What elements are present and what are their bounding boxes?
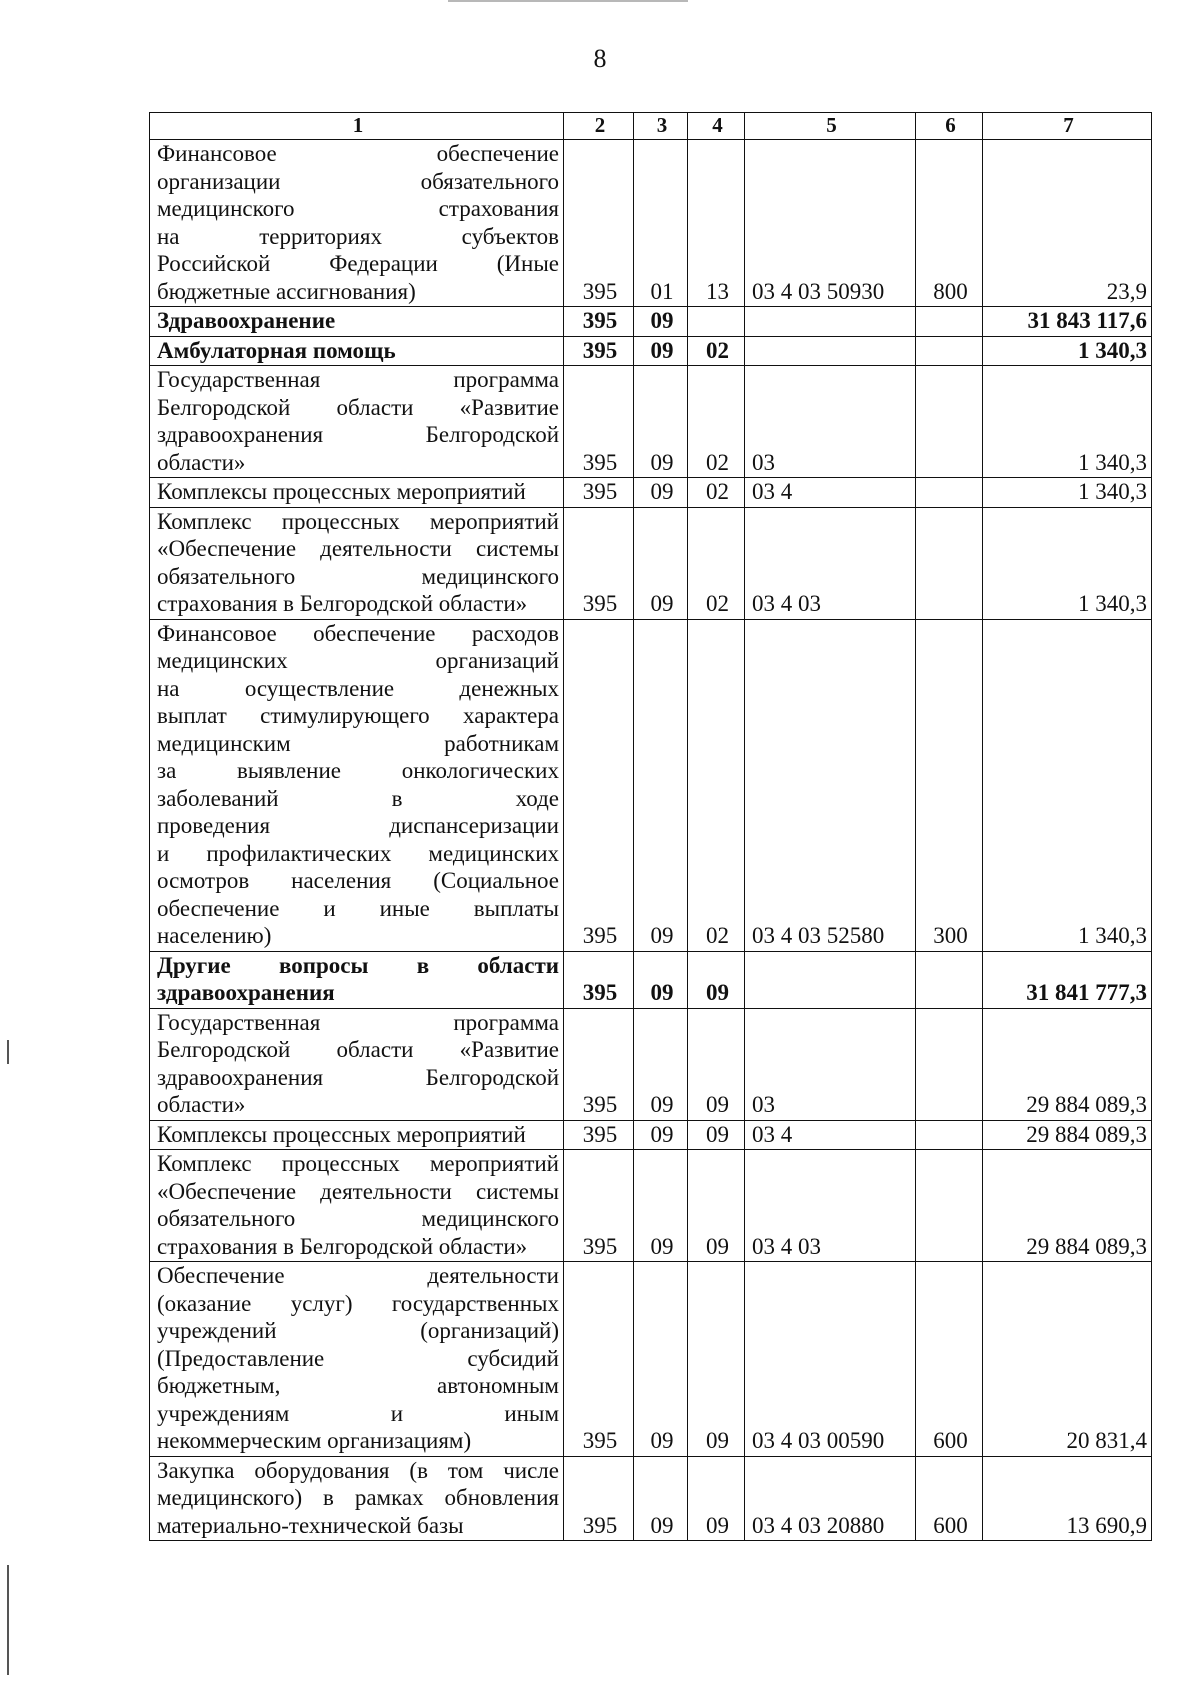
table-row xyxy=(150,619,1152,951)
target-article-cell: 03 4 xyxy=(745,478,916,508)
column-header: 2 xyxy=(564,113,634,140)
table-header-row xyxy=(150,113,1152,140)
section-code-cell: 09 xyxy=(634,1262,688,1457)
description-line: обязательного медицинского xyxy=(157,1206,559,1231)
description-line: Обеспечение деятельности xyxy=(157,1263,559,1288)
section-code-cell: 09 xyxy=(634,1456,688,1541)
amount-cell: 1 340,3 xyxy=(983,478,1152,508)
column-header: 1 xyxy=(150,113,564,140)
target-article-cell: 03 4 03 xyxy=(745,1150,916,1262)
amount-cell: 23,9 xyxy=(983,140,1152,307)
row-description xyxy=(150,1008,564,1120)
target-article-cell: 03 4 03 52580 xyxy=(745,619,916,951)
description-line: (Предоставление субсидий xyxy=(157,1345,559,1371)
subsection-code-cell: 02 xyxy=(688,507,745,619)
description-line: Государственная программа xyxy=(157,1009,559,1035)
subsection-code-cell: 09 xyxy=(688,1456,745,1541)
description-line: Другие вопросы в области xyxy=(157,952,559,978)
target-article-cell xyxy=(745,336,916,366)
target-article-cell: 03 4 03 00590 xyxy=(745,1262,916,1457)
table-row xyxy=(150,1262,1152,1457)
column-header: 7 xyxy=(983,113,1152,140)
description-line: «Обеспечение деятельности системы xyxy=(157,536,559,561)
page-number: 8 xyxy=(593,44,607,73)
amount-cell: 1 340,3 xyxy=(983,507,1152,619)
column-header: 6 xyxy=(916,113,983,140)
description-line: обеспечение и иные выплаты xyxy=(157,895,559,921)
table-row xyxy=(150,951,1152,1008)
description-line: (оказание услуг) государственных xyxy=(157,1290,559,1316)
description-line: на осуществление денежных xyxy=(157,675,559,701)
expense-type-cell: 300 xyxy=(916,619,983,951)
target-article-cell: 03 4 xyxy=(745,1120,916,1150)
table-row xyxy=(150,1120,1152,1150)
description-line: выплат стимулирующего характера xyxy=(157,703,559,728)
description-line: Финансовое обеспечение расходов xyxy=(157,620,559,646)
scan-margin-mark xyxy=(7,1565,9,1675)
amount-cell: 31 841 777,3 xyxy=(983,951,1152,1008)
row-description xyxy=(150,951,564,1008)
target-article-cell: 03 xyxy=(745,366,916,478)
expense-type-cell xyxy=(916,1120,983,1150)
description-line: медицинских организаций xyxy=(157,648,559,673)
expense-type-cell: 600 xyxy=(916,1262,983,1457)
target-article-cell: 03 xyxy=(745,1008,916,1120)
description-line: учреждениям и иным xyxy=(157,1400,559,1426)
row-description xyxy=(150,1150,564,1262)
subsection-code-cell: 02 xyxy=(688,366,745,478)
description-line: бюджетным, автономным xyxy=(157,1373,559,1398)
description-line: Комплексы процессных мероприятий xyxy=(157,1121,526,1147)
target-article-cell xyxy=(745,951,916,1008)
amount-cell: 31 843 117,6 xyxy=(983,307,1152,337)
description-line: проведения диспансеризации xyxy=(157,813,559,838)
subsection-code-cell: 13 xyxy=(688,140,745,307)
admin-code-cell: 395 xyxy=(564,619,634,951)
target-article-cell: 03 4 03 20880 xyxy=(745,1456,916,1541)
section-code-cell: 09 xyxy=(634,307,688,337)
table-row xyxy=(150,336,1152,366)
section-code-cell: 09 xyxy=(634,507,688,619)
target-article-cell: 03 4 03 50930 xyxy=(745,140,916,307)
expense-type-cell xyxy=(916,1150,983,1262)
admin-code-cell: 395 xyxy=(564,1262,634,1457)
description-line: Белгородской области «Развитие xyxy=(157,1037,559,1062)
description-line: страхования в Белгородской области» xyxy=(157,1233,528,1259)
description-line: Здравоохранение xyxy=(157,308,336,333)
target-article-cell: 03 4 03 xyxy=(745,507,916,619)
expense-type-cell xyxy=(916,951,983,1008)
column-header: 5 xyxy=(745,113,916,140)
description-line: Государственная программа xyxy=(157,367,559,392)
description-line: медицинского страхования xyxy=(157,196,559,221)
section-code-cell: 01 xyxy=(634,140,688,307)
admin-code-cell: 395 xyxy=(564,307,634,337)
amount-cell: 29 884 089,3 xyxy=(983,1008,1152,1120)
description-line: «Обеспечение деятельности системы xyxy=(157,1178,559,1204)
description-line: населению) xyxy=(157,923,272,948)
subsection-code-cell: 02 xyxy=(688,336,745,366)
expense-type-cell: 800 xyxy=(916,140,983,307)
row-description xyxy=(150,507,564,619)
admin-code-cell: 395 xyxy=(564,366,634,478)
description-line: здравоохранения xyxy=(157,980,335,1005)
description-line: медицинским работникам xyxy=(157,730,559,756)
expense-type-cell: 600 xyxy=(916,1456,983,1541)
description-line: здравоохранения Белгородской xyxy=(157,422,559,447)
expense-type-cell xyxy=(916,336,983,366)
section-code-cell: 09 xyxy=(634,1008,688,1120)
description-line: на территориях субъектов xyxy=(157,223,559,249)
admin-code-cell: 395 xyxy=(564,1008,634,1120)
column-header: 3 xyxy=(634,113,688,140)
column-header: 4 xyxy=(688,113,745,140)
admin-code-cell: 395 xyxy=(564,1150,634,1262)
table-row xyxy=(150,366,1152,478)
subsection-code-cell: 09 xyxy=(688,1150,745,1262)
row-description xyxy=(150,619,564,951)
subsection-code-cell: 02 xyxy=(688,478,745,508)
section-code-cell: 09 xyxy=(634,336,688,366)
row-description xyxy=(150,1120,564,1150)
admin-code-cell: 395 xyxy=(564,951,634,1008)
subsection-code-cell: 09 xyxy=(688,1262,745,1457)
row-description xyxy=(150,1262,564,1457)
expense-type-cell xyxy=(916,307,983,337)
expense-type-cell xyxy=(916,478,983,508)
description-line: Комплекс процессных мероприятий xyxy=(157,1151,559,1176)
section-code-cell: 09 xyxy=(634,1120,688,1150)
description-line: обязательного медицинского xyxy=(157,563,559,589)
admin-code-cell: 395 xyxy=(564,1120,634,1150)
description-line: материально-технической базы xyxy=(157,1512,464,1538)
description-line: здравоохранения Белгородской xyxy=(157,1064,559,1090)
table-row xyxy=(150,140,1152,307)
admin-code-cell: 395 xyxy=(564,336,634,366)
description-line: бюджетные ассигнования) xyxy=(157,278,416,304)
scan-artifact-line xyxy=(448,0,688,2)
admin-code-cell: 395 xyxy=(564,140,634,307)
table-row xyxy=(150,1456,1152,1541)
budget-table-body xyxy=(150,113,1152,1541)
description-line: осмотров населения (Социальное xyxy=(157,868,559,893)
description-line: Закупка оборудования (в том числе xyxy=(157,1457,559,1483)
description-line: учреждений (организаций) xyxy=(157,1318,559,1343)
amount-cell: 20 831,4 xyxy=(983,1262,1152,1457)
description-line: медицинского) в рамках обновления xyxy=(157,1485,559,1510)
section-code-cell: 09 xyxy=(634,478,688,508)
description-line: за выявление онкологических xyxy=(157,758,559,783)
row-description xyxy=(150,307,564,337)
description-line: организации обязательного xyxy=(157,168,559,194)
amount-cell: 1 340,3 xyxy=(983,366,1152,478)
expense-type-cell xyxy=(916,1008,983,1120)
description-line: Финансовое обеспечение xyxy=(157,141,559,166)
table-row xyxy=(150,307,1152,337)
row-description xyxy=(150,478,564,508)
section-code-cell: 09 xyxy=(634,1150,688,1262)
description-line: Комплексы процессных мероприятий xyxy=(157,479,526,504)
expense-type-cell xyxy=(916,366,983,478)
section-code-cell: 09 xyxy=(634,951,688,1008)
subsection-code-cell: 09 xyxy=(688,1120,745,1150)
scan-margin-mark xyxy=(7,1040,9,1064)
table-row xyxy=(150,478,1152,508)
amount-cell: 1 340,3 xyxy=(983,619,1152,951)
table-row xyxy=(150,507,1152,619)
description-line: и профилактических медицинских xyxy=(157,840,559,866)
subsection-code-cell: 09 xyxy=(688,951,745,1008)
description-line: Белгородской области «Развитие xyxy=(157,394,559,420)
description-line: Комплекс процессных мероприятий xyxy=(157,508,559,534)
description-line: некоммерческим организациям) xyxy=(157,1428,472,1453)
amount-cell: 1 340,3 xyxy=(983,336,1152,366)
description-line: области» xyxy=(157,1092,246,1117)
description-line: Российской Федерации (Иные xyxy=(157,251,559,276)
description-line: заболеваний в ходе xyxy=(157,785,559,811)
row-description xyxy=(150,336,564,366)
subsection-code-cell xyxy=(688,307,745,337)
table-row xyxy=(150,1008,1152,1120)
row-description xyxy=(150,366,564,478)
expense-type-cell xyxy=(916,507,983,619)
description-line: области» xyxy=(157,449,246,475)
target-article-cell xyxy=(745,307,916,337)
budget-table xyxy=(149,112,1152,1541)
admin-code-cell: 395 xyxy=(564,478,634,508)
row-description xyxy=(150,140,564,307)
section-code-cell: 09 xyxy=(634,619,688,951)
subsection-code-cell: 02 xyxy=(688,619,745,951)
amount-cell: 29 884 089,3 xyxy=(983,1120,1152,1150)
subsection-code-cell: 09 xyxy=(688,1008,745,1120)
row-description xyxy=(150,1456,564,1541)
amount-cell: 29 884 089,3 xyxy=(983,1150,1152,1262)
description-line: страхования в Белгородской области» xyxy=(157,591,528,616)
table-row xyxy=(150,1150,1152,1262)
admin-code-cell: 395 xyxy=(564,507,634,619)
amount-cell: 13 690,9 xyxy=(983,1456,1152,1541)
admin-code-cell: 395 xyxy=(564,1456,634,1541)
section-code-cell: 09 xyxy=(634,366,688,478)
description-line: Амбулаторная помощь xyxy=(157,337,396,363)
